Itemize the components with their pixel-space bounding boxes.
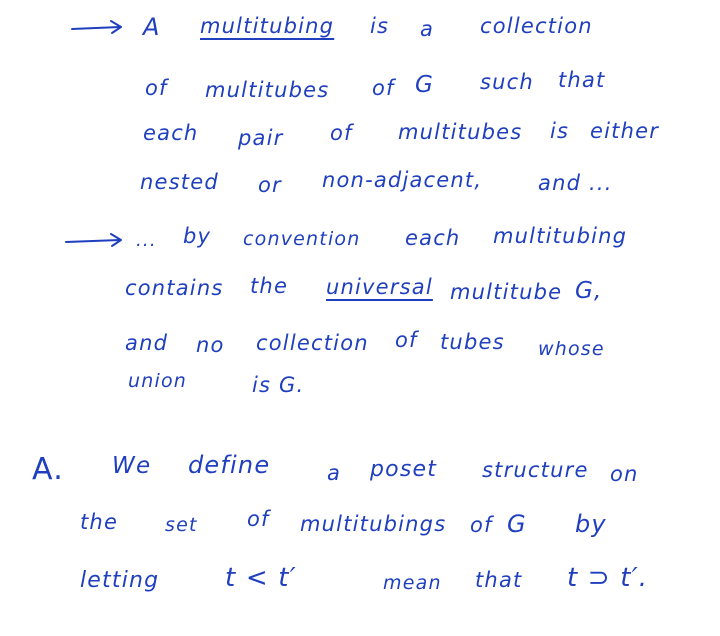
word: non-adjacent, [322, 168, 483, 192]
word: t < t′ [225, 563, 297, 593]
word: nested [140, 170, 219, 194]
word-underlined: multitubing [200, 14, 335, 38]
word: whose [538, 338, 605, 360]
word: t ⊃ t′. [567, 563, 649, 593]
word: convention [243, 228, 361, 250]
word: multitubing [493, 224, 628, 248]
word: collection [256, 331, 369, 355]
word: mean [383, 572, 442, 594]
word: set [165, 514, 198, 536]
word: or [258, 173, 282, 197]
word: pair [238, 126, 284, 150]
right-arrow-icon [70, 16, 126, 38]
word: structure [482, 458, 589, 482]
word-underlined: universal [326, 275, 433, 299]
word: multitubes [398, 120, 523, 144]
word: by [183, 224, 212, 248]
word: of [470, 513, 493, 537]
word: each [405, 226, 461, 250]
word: G [507, 510, 527, 538]
word: of [330, 121, 353, 145]
word: is [550, 119, 570, 143]
word: We [112, 453, 152, 479]
word: on [610, 462, 639, 486]
word: of [247, 507, 270, 531]
word: each [143, 121, 199, 145]
right-arrow-icon [64, 229, 126, 251]
word: poset [370, 457, 438, 482]
word: either [590, 119, 660, 143]
section-label: A. [32, 452, 64, 487]
word: multitubings [300, 512, 447, 536]
word: define [188, 451, 271, 479]
word: the [80, 510, 119, 534]
word: is G. [252, 373, 305, 397]
word: A [143, 13, 161, 41]
word: union [128, 370, 188, 392]
word: G [415, 72, 435, 98]
word: and ... [538, 171, 613, 195]
word: that [558, 68, 606, 92]
word: letting [80, 568, 160, 593]
word: and [125, 331, 169, 355]
word: a [420, 17, 435, 41]
word: multitube [450, 280, 563, 304]
word: by [575, 510, 607, 538]
word: of [372, 76, 395, 100]
word: the [250, 274, 289, 298]
word: contains [125, 276, 224, 300]
word: ... [136, 230, 157, 251]
word: tubes [440, 330, 505, 354]
word: collection [480, 14, 593, 38]
word: a [327, 461, 342, 485]
word: that [475, 568, 523, 592]
word: of [145, 76, 168, 100]
word: of [395, 328, 418, 352]
word: multitubes [205, 78, 330, 102]
word: is [370, 14, 390, 38]
word: G, [575, 278, 603, 304]
word: such [480, 70, 534, 94]
word: no [196, 333, 225, 357]
